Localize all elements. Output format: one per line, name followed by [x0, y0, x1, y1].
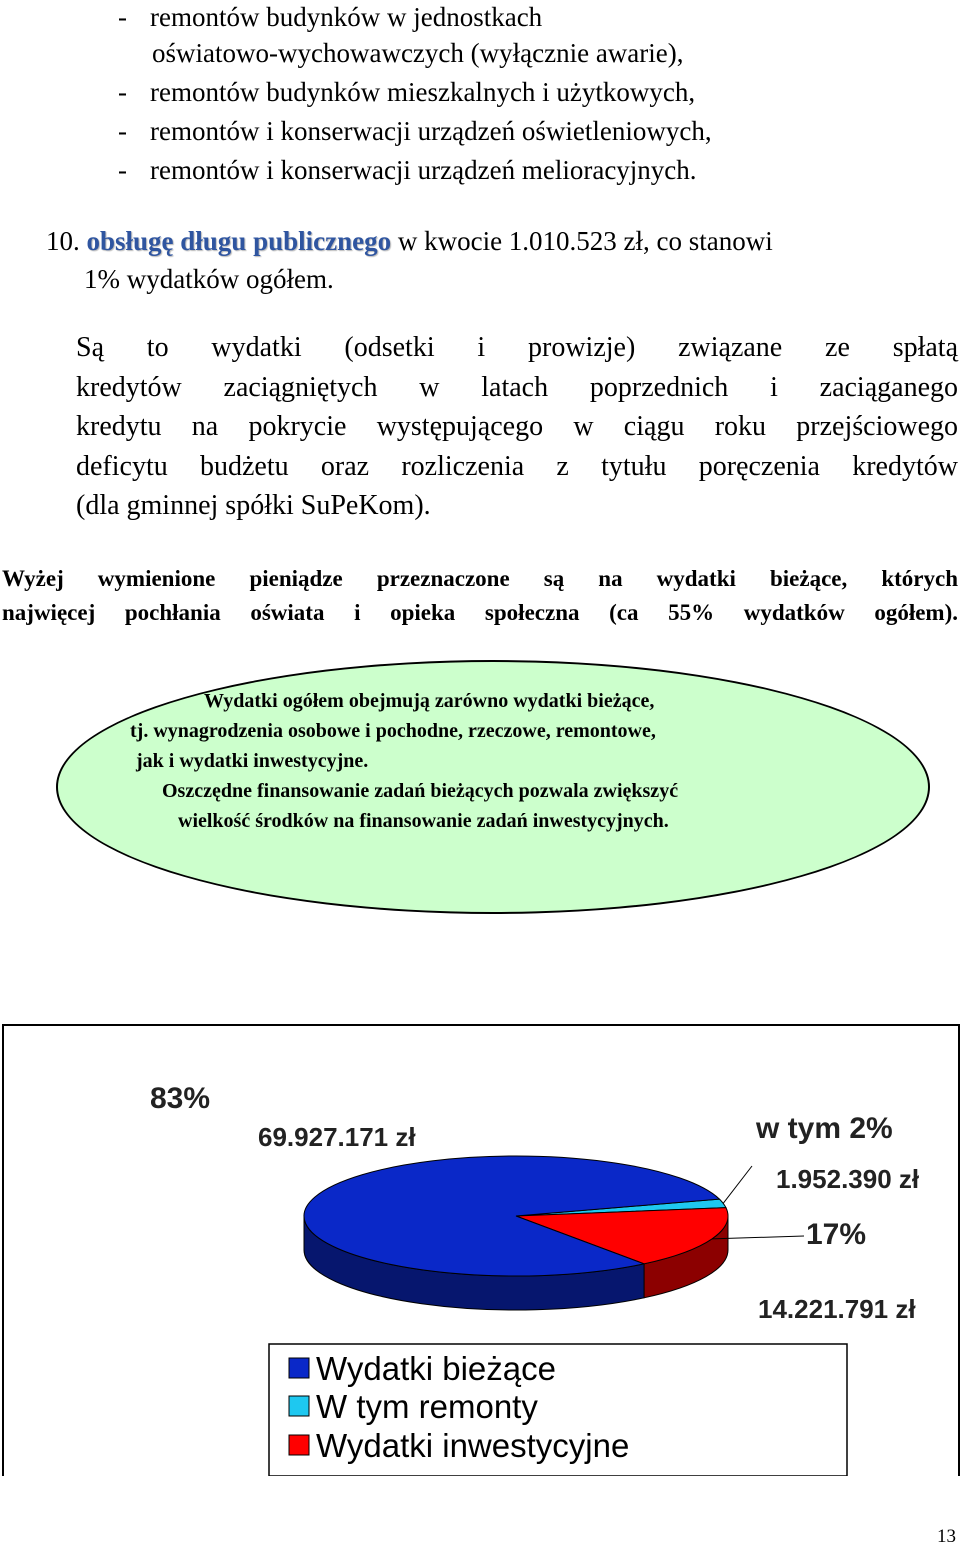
numbered-item-10	[46, 224, 773, 258]
paragraph-line: Są to wydatki (odsetki i prowizje) związane ze spłatą	[76, 332, 958, 363]
label-invest-amount: 14.221.791 zł	[758, 1294, 916, 1324]
ellipse-text-line: Wydatki ogółem obejmują zarówno wydatki bieżące,	[204, 690, 655, 712]
list-dash: -	[118, 155, 127, 185]
label-repairs-pct: w tym 2%	[756, 1112, 893, 1145]
ellipse-text-line: jak i wydatki inwestycyjne.	[136, 750, 369, 772]
paragraph-line: Wyżej wymienione pieniądze przeznaczone są na wydatki bieżące, których	[2, 566, 958, 591]
page-number: 13	[937, 1526, 956, 1547]
paragraph-line: najwięcej pochłania oświata i opieka społeczna (ca 55% wydatków ogółem).	[2, 600, 958, 625]
list-item-text: oświatowo-wychowawczych (wyłącznie awarie),	[152, 38, 684, 68]
paragraph-line: deficytu budżetu oraz rozliczenia z tytułu poręczenia kredytów	[76, 450, 958, 482]
ellipse-text-line: Oszczędne finansowanie zadań bieżących pozwala zwiększyć	[162, 780, 679, 802]
paragraph-line: kredytu na pokrycie występującego w ciągu roku przejściowego	[76, 411, 958, 442]
pie-chart	[4, 1026, 958, 1476]
legend-label-invest: Wydatki inwestycyjne	[316, 1427, 630, 1464]
item-text: 1% wydatków ogółem.	[84, 264, 334, 294]
pie-chart-frame	[2, 1024, 960, 1476]
list-item-text: remontów budynków w jednostkach	[150, 2, 543, 32]
legend-swatch-invest	[289, 1435, 309, 1455]
list-item-text: remontów i konserwacji urządzeń melioracyjnych.	[150, 155, 697, 185]
highlighted-term: obsługę długu publicznego	[86, 226, 392, 256]
list-item-text: remontów i konserwacji urządzeń oświetleniowych,	[150, 116, 712, 146]
paragraph-interest-costs	[76, 328, 958, 526]
numbered-item-10-continuation	[84, 262, 334, 296]
legend-label-repairs: W tym remonty	[316, 1388, 538, 1425]
paragraph-line: (dla gminnej spółki SuPeKom).	[76, 490, 431, 521]
list-dash: -	[118, 77, 127, 107]
ellipse-text-line: tj. wynagrodzenia osobowe i pochodne, rzeczowe, remontowe,	[130, 720, 656, 742]
legend-label-current: Wydatki bieżące	[316, 1350, 556, 1387]
list-dash: -	[118, 116, 127, 146]
label-invest-pct: 17%	[806, 1218, 867, 1251]
list-item-text: remontów budynków mieszkalnych i użytkowych,	[150, 77, 696, 107]
list-dash: -	[118, 2, 127, 32]
legend-swatch-repairs	[289, 1396, 309, 1416]
leader-line-repairs	[723, 1166, 752, 1203]
paragraph-summary	[2, 562, 958, 630]
label-repairs-amount: 1.952.390 zł	[776, 1164, 920, 1194]
label-current-amount: 69.927.171 zł	[258, 1122, 416, 1152]
legend-swatch-current	[289, 1358, 309, 1378]
item-number: 10.	[46, 226, 80, 256]
label-current-pct: 83%	[150, 1082, 211, 1115]
ellipse-text-line: wielkość środków na finansowanie zadań inwestycyjnych.	[178, 810, 669, 832]
paragraph-line: kredytów zaciągniętych w latach poprzednich i zaciąganego	[76, 371, 958, 403]
item-text: w kwocie 1.010.523 zł, co stanowi	[391, 226, 773, 256]
